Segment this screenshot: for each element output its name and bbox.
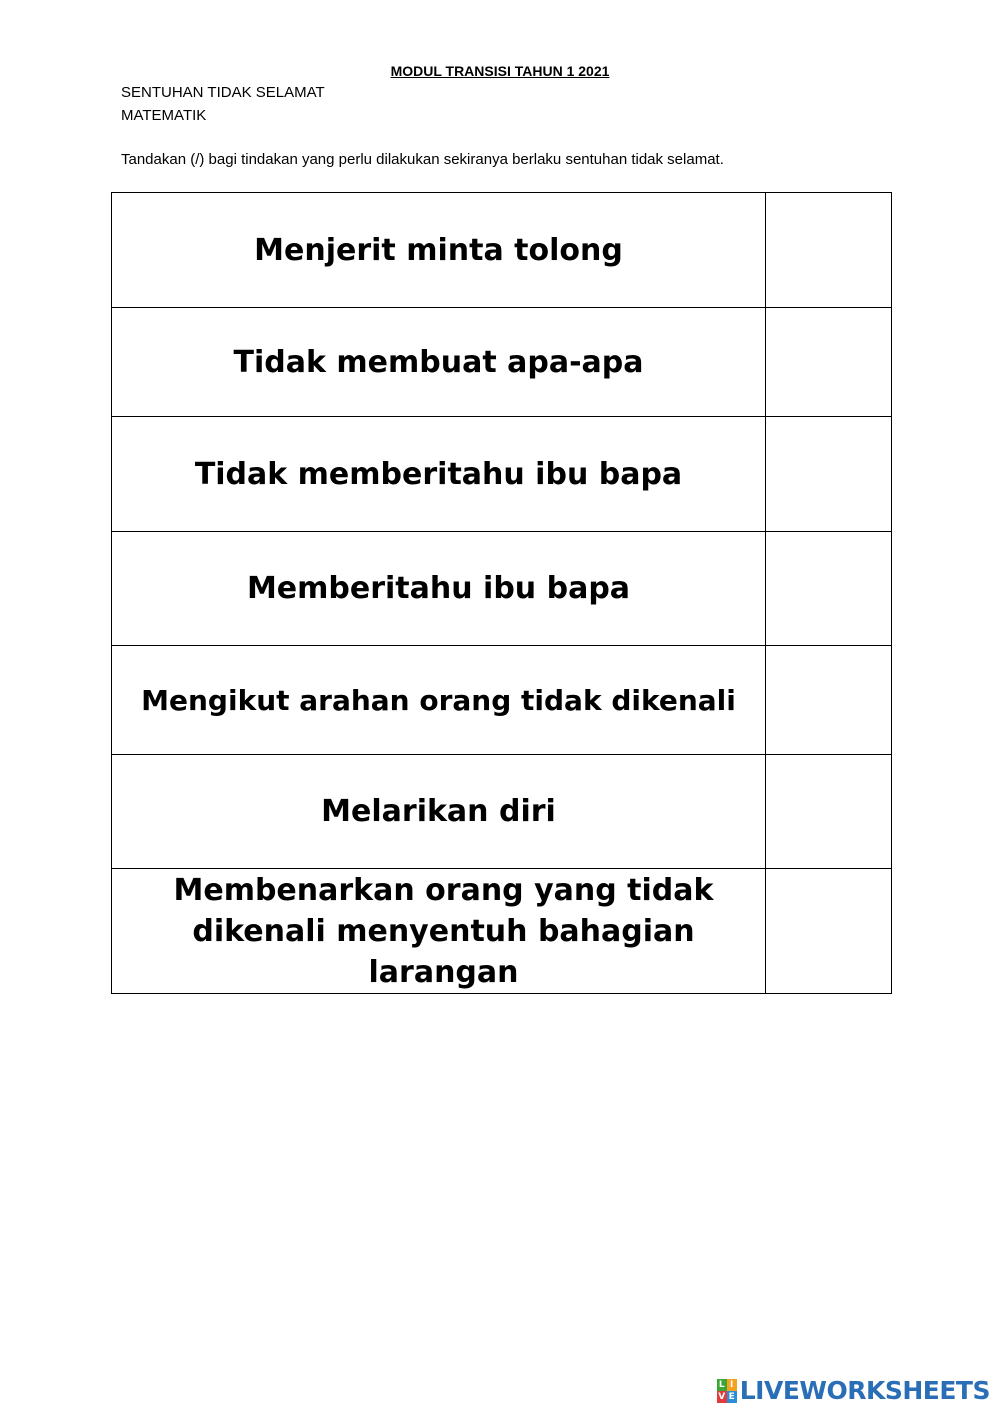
- action-cell: [112, 308, 766, 417]
- tick-box[interactable]: [766, 646, 892, 755]
- topic-label: SENTUHAN TIDAK SELAMAT: [121, 84, 325, 101]
- action-text: Tidak membuat apa-apa: [233, 344, 644, 380]
- liveworksheets-logo-icon: L I V E: [718, 1380, 735, 1402]
- action-text: Membenarkan orang yang tidak dikenali menyentuh bahagian larangan: [173, 872, 714, 990]
- tick-box[interactable]: [766, 193, 892, 308]
- action-text: Memberitahu ibu bapa: [246, 571, 631, 606]
- table-row: [112, 869, 892, 994]
- action-text: Melarikan diri: [321, 794, 556, 829]
- tick-box[interactable]: [766, 308, 892, 417]
- logo-text: LIVEWORKSHEETS: [739, 1376, 990, 1405]
- tick-box[interactable]: [766, 417, 892, 532]
- action-text: Tidak memberitahu ibu bapa: [194, 456, 683, 492]
- action-cell: [112, 646, 766, 755]
- action-cell: [112, 532, 766, 646]
- action-text: Menjerit minta tolong: [254, 232, 623, 268]
- tick-box[interactable]: [766, 532, 892, 646]
- table-row: [112, 193, 892, 308]
- table-row: [112, 417, 892, 532]
- instruction-text: Tandakan (/) bagi tindakan yang perlu dilakukan sekiranya berlaku sentuhan tidak selamat.: [121, 151, 724, 168]
- action-cell: [112, 755, 766, 869]
- tick-box[interactable]: [766, 869, 892, 994]
- action-text: Mengikut arahan orang tidak dikenali: [141, 683, 736, 717]
- tick-box[interactable]: [766, 755, 892, 869]
- action-cell: [112, 417, 766, 532]
- subject-label: MATEMATIK: [121, 107, 207, 124]
- page-title: MODUL TRANSISI TAHUN 1 2021: [390, 63, 610, 79]
- worksheet-table: [111, 192, 892, 994]
- table-row: [112, 755, 892, 869]
- table-row: [112, 308, 892, 417]
- table-row: [112, 646, 892, 755]
- liveworksheets-logo[interactable]: [717, 1377, 990, 1405]
- action-cell: [112, 193, 766, 308]
- action-cell: [112, 869, 766, 994]
- table-row: [112, 532, 892, 646]
